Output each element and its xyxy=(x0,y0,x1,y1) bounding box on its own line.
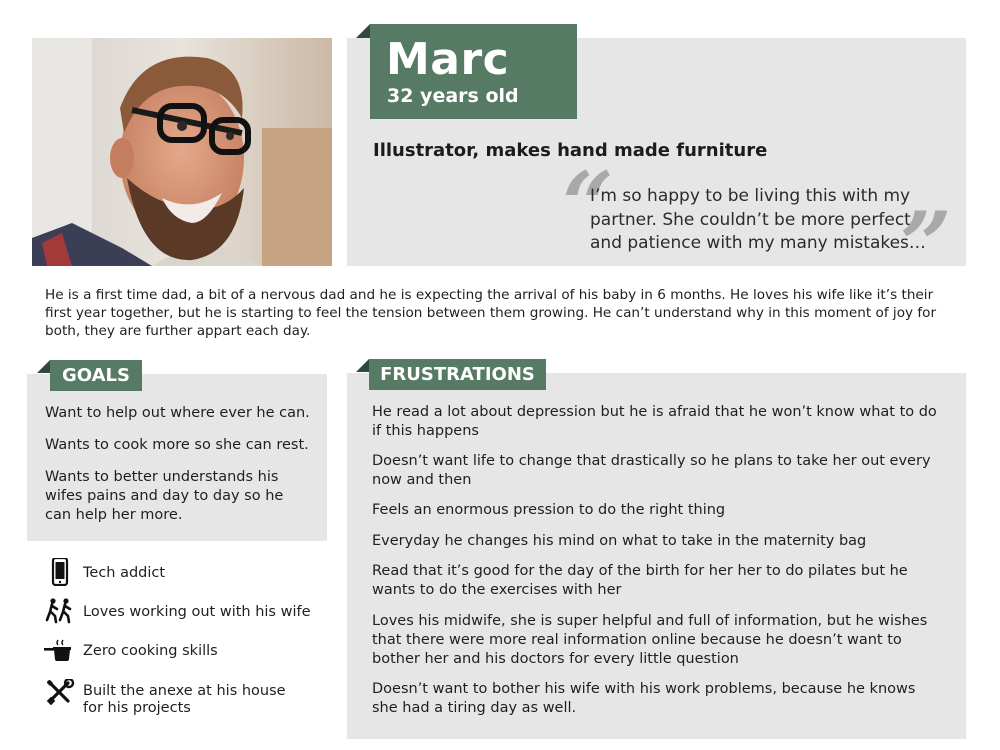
frustration-item: Doesn’t want to bother his wife with his work problems, because he knows she had a tiring day as well. xyxy=(372,681,916,716)
frustration-item: Everyday he changes his mind on what to take in the maternity bag xyxy=(372,533,867,549)
name-card-fold xyxy=(356,24,370,38)
persona-quote: I’m so happy to be living this with my partner. She couldn’t be more perfect and patience with my many mistakes… xyxy=(590,186,926,253)
tools-icon xyxy=(44,679,76,707)
persona-photo xyxy=(32,38,332,266)
frustration-item: Feels an enormous pression to do the right thing xyxy=(372,502,726,518)
trait-label: Zero cooking skills xyxy=(83,643,218,659)
persona-name: Marc xyxy=(386,34,510,85)
trait-label: Loves working out with his wife xyxy=(83,604,311,620)
frustration-item: Doesn’t want life to change that drastically so he plans to take her out every now and then xyxy=(372,453,931,488)
trait-label: Tech addict xyxy=(83,565,166,581)
trait-label: Built the anexe at his house for his projects xyxy=(83,683,286,716)
goal-item: Want to help out where ever he can. xyxy=(45,405,310,421)
frustration-item: He read a lot about depression but he is afraid that he won’t know what to do if this happens xyxy=(372,404,937,439)
smartphone-icon xyxy=(44,558,76,586)
goals-title: GOALS xyxy=(50,360,142,391)
hikers-icon xyxy=(44,598,76,626)
cooking-pot-icon xyxy=(44,638,76,666)
name-card xyxy=(370,24,577,119)
goal-item: Wants to cook more so she can rest. xyxy=(45,437,309,453)
frustrations-title: FRUSTRATIONS xyxy=(369,359,546,390)
persona-bio: He is a first time dad, a bit of a nervous dad and he is expecting the arrival of his baby in 6 months. He loves his wife like it’s their first year together, but he is starting to feel the tension between them growing. He can’t understand why in this moment of joy for both, they are further appart each day. xyxy=(45,287,937,339)
frustration-item: Loves his midwife, she is super helpful and full of information, but he wishes that there were more real information online because he doesn’t want to bother her and his doctors for every little question xyxy=(372,613,928,667)
goal-item: Wants to better understands his wifes pains and day to day so he can help her more. xyxy=(45,469,284,523)
frustration-item: Read that it’s good for the day of the birth for her her to do pilates but he wants to do the exercises with her xyxy=(372,563,908,598)
persona-occupation: Illustrator, makes hand made furniture xyxy=(373,140,768,161)
open-quote-icon: “ xyxy=(562,152,614,258)
close-quote-icon: ” xyxy=(900,192,952,298)
persona-age: 32 years old xyxy=(387,85,519,107)
frustrations-tag-fold xyxy=(356,359,369,372)
goals-tag-fold xyxy=(37,360,50,373)
